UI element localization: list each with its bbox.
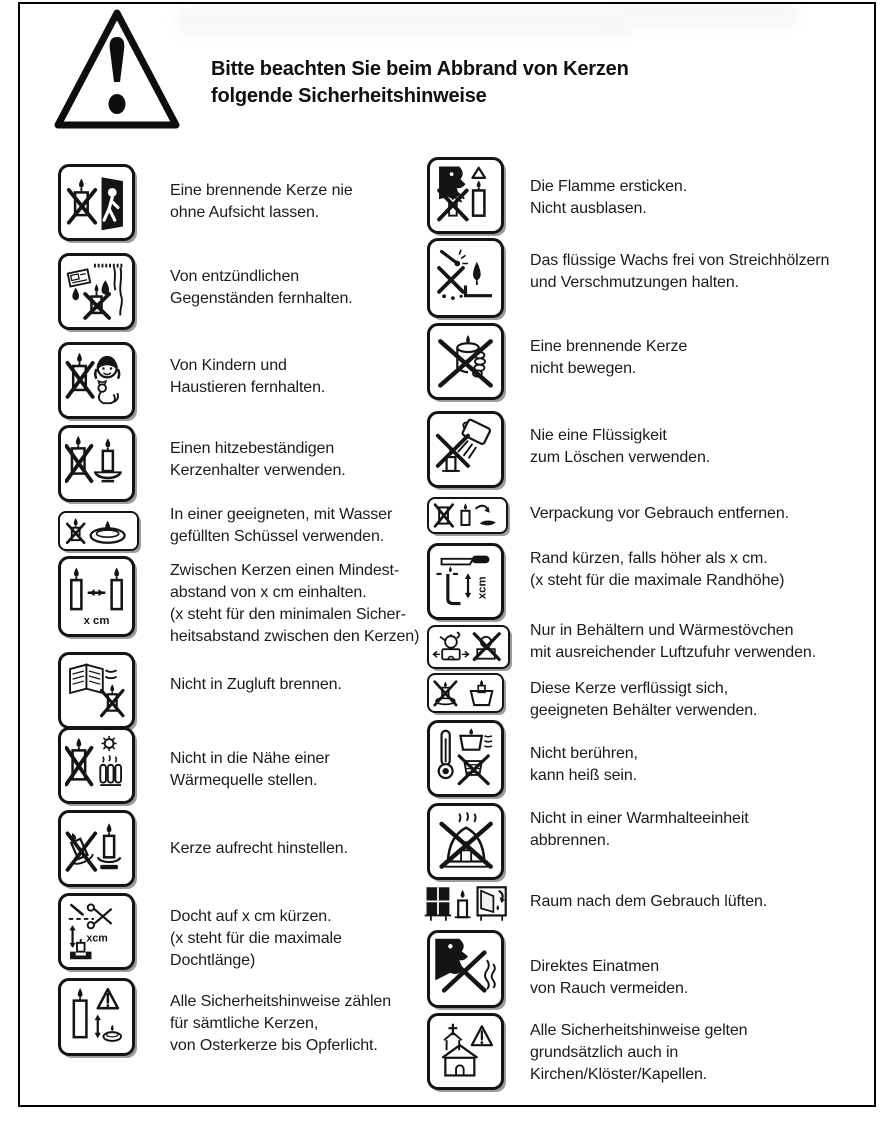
never-unattended-icon [58, 164, 135, 241]
no-smoke-inhalation-icon [427, 930, 504, 1008]
minimum-distance-icon [58, 556, 135, 637]
heat-resistant-holder-icon [58, 425, 135, 502]
page-title-line1: Bitte beachten Sie beim Abbrand von Kerzen [211, 58, 629, 80]
ventilated-containers-icon [427, 625, 510, 669]
rim-height-label: xcm [476, 576, 489, 600]
remove-packaging-icon [427, 497, 508, 534]
applies-to-all-candles-icon [58, 978, 135, 1056]
min-distance-label: x cm [83, 615, 110, 628]
keep-upright-icon [58, 810, 135, 887]
ventilate-room-icon [423, 883, 511, 925]
no-heat-source-icon [58, 727, 135, 804]
do-not-move-icon [427, 323, 504, 400]
keep-from-children-pets-icon [58, 342, 135, 419]
document-page: Bitte beachten Sie beim Abbrand von Kerzen folgende Sicherheitshinweise Eine brennende Kerze nie ohne Aufsicht lassen. Von entzündlichen Gegenständen fernhalten. Von Kindern und Haustieren fernhalten. Einen hitzebeständigen Kerzenhalter verwenden. In einer geeigneten, mit Wasser gefüllten Schüssel verwenden. x cm Zwischen Kerzen einen Mindest- abstand von x cm einhalten. (x steht für den minimalen Sicher- heitsabstand zwischen den Kerzen) Nicht in Zugluft brennen. Nicht in die Nähe einer Wärmequelle stellen. Kerze aufrecht hinstellen. xcm Docht auf x cm kürzen. (x steht für die maximale Dochtlänge) Alle Sicherheitshinweise zählen für sämtliche Kerzen, von Osterkerze bis Opferlicht. Die Flamme ersticken. Nicht ausblasen. Das flüssige Wachs frei von Streichhölzern und Verschmutzungen halten. Eine brennende Kerze nicht bewegen. Nie eine Flüssigkeit zum Löschen verwenden. Verpackung vor Gebrauch entfernen. xcm Rand kürzen, falls höher als x cm. (x steht für die maximale Randhöhe) Nur in Behältern und Wärmestövchen mit ausreichender Luftzufuhr verwenden. Diese Kerze verflüssigt sich, geeigneten Behälter verwenden. Nicht berühren, kann heiß sein. Nicht in einer Warmhalteeinheit abbrennen. Raum nach dem Gebrauch lüften. Direktes Einatmen von Rauch vermeiden. Alle Sicherheitshinweise gelten grundsätzlich auch in Kirchen/Klöster/Kapellen. [0, 0, 892, 1125]
applies-in-churches-icon [427, 1013, 504, 1090]
no-food-warmer-icon [427, 803, 504, 880]
keep-from-flammables-icon [58, 253, 135, 330]
do-not-touch-hot-icon [427, 720, 504, 797]
wick-length-label: xcm [86, 932, 108, 945]
no-liquid-extinguish-icon [427, 411, 504, 488]
trim-rim-icon [427, 543, 504, 620]
warning-triangle-icon [52, 6, 182, 132]
no-draft-icon [58, 652, 135, 729]
water-filled-bowl-icon [58, 511, 139, 551]
liquefying-candle-icon [427, 673, 504, 713]
page-title [211, 56, 629, 110]
keep-wax-clean-icon [427, 238, 504, 318]
page-title-line2: folgende Sicherheitshinweise [211, 85, 487, 107]
smother-flame-icon [427, 157, 504, 234]
trim-wick-icon [58, 893, 135, 970]
